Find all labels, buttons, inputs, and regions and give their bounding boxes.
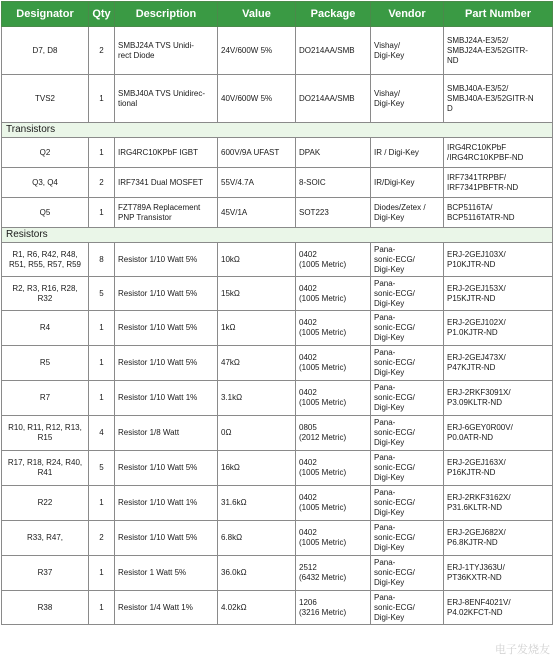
- cell-description: Resistor 1/8 Watt: [115, 416, 218, 451]
- cell-part-number: SMBJ24A-E3/52/ SMBJ24A-E3/52GITR- ND: [444, 27, 553, 75]
- cell-designator: TVS2: [2, 75, 89, 123]
- cell-part-number: ERJ-2GEJ163X/ P16KJTR-ND: [444, 451, 553, 486]
- cell-value: 3.1kΩ: [218, 381, 296, 416]
- cell-part-number: ERJ-2GEJ153X/ P15KJTR-ND: [444, 277, 553, 311]
- cell-qty: 4: [89, 416, 115, 451]
- header-row: [2, 2, 553, 27]
- col-header-description: Description: [115, 2, 218, 27]
- table-row: [2, 243, 553, 277]
- table-row: [2, 486, 553, 521]
- cell-designator: R1, R6, R42, R48, R51, R55, R57, R59: [2, 243, 89, 277]
- section-label: Transistors: [2, 123, 553, 138]
- cell-part-number: ERJ-2GEJ682X/ P6.8KJTR-ND: [444, 521, 553, 556]
- cell-package: 8-SOIC: [296, 168, 371, 198]
- cell-value: 1kΩ: [218, 311, 296, 346]
- table-row: [2, 451, 553, 486]
- cell-description: Resistor 1/10 Watt 5%: [115, 311, 218, 346]
- cell-vendor: Diodes/Zetex / Digi-Key: [371, 198, 444, 228]
- cell-value: 45V/1A: [218, 198, 296, 228]
- cell-value: 47kΩ: [218, 346, 296, 381]
- cell-designator: Q5: [2, 198, 89, 228]
- cell-value: 24V/600W 5%: [218, 27, 296, 75]
- cell-qty: 8: [89, 243, 115, 277]
- col-header-package: Package: [296, 2, 371, 27]
- cell-part-number: ERJ-2GEJ103X/ P10KJTR-ND: [444, 243, 553, 277]
- cell-part-number: ERJ-2RKF3162X/ P31.6KLTR-ND: [444, 486, 553, 521]
- cell-designator: Q3, Q4: [2, 168, 89, 198]
- cell-package: DPAK: [296, 138, 371, 168]
- table-row: [2, 277, 553, 311]
- watermark-text: 电子发烧友: [495, 644, 550, 656]
- table-row: [2, 346, 553, 381]
- cell-value: 31.6kΩ: [218, 486, 296, 521]
- cell-vendor: Pana- sonic-ECG/ Digi-Key: [371, 277, 444, 311]
- watermark: [430, 638, 550, 660]
- section-row-transistors: [2, 123, 553, 138]
- cell-description: Resistor 1/10 Watt 5%: [115, 277, 218, 311]
- table-row: [2, 75, 553, 123]
- cell-part-number: ERJ-6GEY0R00V/ P0.0ATR-ND: [444, 416, 553, 451]
- cell-designator: R17, R18, R24, R40, R41: [2, 451, 89, 486]
- cell-description: FZT789A Replacement PNP Transistor: [115, 198, 218, 228]
- cell-qty: 2: [89, 521, 115, 556]
- col-header-vendor: Vendor: [371, 2, 444, 27]
- cell-vendor: Pana- sonic-ECG/ Digi-Key: [371, 556, 444, 591]
- cell-value: 10kΩ: [218, 243, 296, 277]
- cell-package: 0402 (1005 Metric): [296, 243, 371, 277]
- cell-part-number: ERJ-1TYJ363U/ PT36KXTR-ND: [444, 556, 553, 591]
- cell-designator: R22: [2, 486, 89, 521]
- cell-package: 0805 (2012 Metric): [296, 416, 371, 451]
- cell-value: 55V/4.7A: [218, 168, 296, 198]
- cell-qty: 1: [89, 556, 115, 591]
- table-row: [2, 416, 553, 451]
- cell-value: 16kΩ: [218, 451, 296, 486]
- cell-vendor: IR / Digi-Key: [371, 138, 444, 168]
- table-row: [2, 556, 553, 591]
- col-header-part-number: Part Number: [444, 2, 553, 27]
- cell-part-number: SMBJ40A-E3/52/ SMBJ40A-E3/52GITR-N D: [444, 75, 553, 123]
- cell-vendor: Vishay/ Digi-Key: [371, 27, 444, 75]
- bom-table: [1, 1, 553, 625]
- cell-description: Resistor 1/4 Watt 1%: [115, 591, 218, 625]
- cell-part-number: ERJ-2GEJ102X/ P1.0KJTR-ND: [444, 311, 553, 346]
- cell-description: Resistor 1/10 Watt 1%: [115, 381, 218, 416]
- cell-vendor: Pana- sonic-ECG/ Digi-Key: [371, 416, 444, 451]
- cell-vendor: Pana- sonic-ECG/ Digi-Key: [371, 451, 444, 486]
- cell-designator: D7, D8: [2, 27, 89, 75]
- cell-vendor: IR/Digi-Key: [371, 168, 444, 198]
- cell-qty: 1: [89, 381, 115, 416]
- cell-qty: 5: [89, 451, 115, 486]
- col-header-qty: Qty: [89, 2, 115, 27]
- cell-vendor: Pana- sonic-ECG/ Digi-Key: [371, 243, 444, 277]
- cell-description: SMBJ40A TVS Unidirec- tional: [115, 75, 218, 123]
- cell-description: Resistor 1/10 Watt 5%: [115, 521, 218, 556]
- cell-qty: 1: [89, 138, 115, 168]
- cell-description: Resistor 1 Watt 5%: [115, 556, 218, 591]
- cell-vendor: Pana- sonic-ECG/ Digi-Key: [371, 346, 444, 381]
- section-row-resistors: [2, 228, 553, 243]
- table-row: [2, 138, 553, 168]
- cell-package: 0402 (1005 Metric): [296, 486, 371, 521]
- cell-value: 36.0kΩ: [218, 556, 296, 591]
- cell-package: 0402 (1005 Metric): [296, 381, 371, 416]
- cell-vendor: Vishay/ Digi-Key: [371, 75, 444, 123]
- cell-package: 0402 (1005 Metric): [296, 346, 371, 381]
- table-row: [2, 168, 553, 198]
- cell-part-number: ERJ-2RKF3091X/ P3.09KLTR-ND: [444, 381, 553, 416]
- cell-package: 0402 (1005 Metric): [296, 277, 371, 311]
- cell-designator: R4: [2, 311, 89, 346]
- cell-vendor: Pana- sonic-ECG/ Digi-Key: [371, 591, 444, 625]
- cell-qty: 2: [89, 168, 115, 198]
- cell-value: 0Ω: [218, 416, 296, 451]
- cell-qty: 1: [89, 75, 115, 123]
- cell-designator: R7: [2, 381, 89, 416]
- cell-designator: R38: [2, 591, 89, 625]
- cell-description: IRF7341 Dual MOSFET: [115, 168, 218, 198]
- cell-description: Resistor 1/10 Watt 5%: [115, 243, 218, 277]
- cell-value: 4.02kΩ: [218, 591, 296, 625]
- cell-qty: 1: [89, 311, 115, 346]
- cell-part-number: ERJ-2GEJ473X/ P47KJTR-ND: [444, 346, 553, 381]
- cell-package: SOT223: [296, 198, 371, 228]
- cell-part-number: IRG4RC10KPbF /IRG4RC10KPBF-ND: [444, 138, 553, 168]
- cell-designator: R33, R47,: [2, 521, 89, 556]
- cell-package: 0402 (1005 Metric): [296, 521, 371, 556]
- table-row: [2, 521, 553, 556]
- cell-part-number: BCP5116TA/ BCP5116TATR-ND: [444, 198, 553, 228]
- cell-vendor: Pana- sonic-ECG/ Digi-Key: [371, 486, 444, 521]
- cell-designator: R37: [2, 556, 89, 591]
- cell-value: 15kΩ: [218, 277, 296, 311]
- cell-value: 6.8kΩ: [218, 521, 296, 556]
- cell-designator: Q2: [2, 138, 89, 168]
- cell-description: Resistor 1/10 Watt 5%: [115, 346, 218, 381]
- cell-vendor: Pana- sonic-ECG/ Digi-Key: [371, 381, 444, 416]
- cell-designator: R2, R3, R16, R28, R32: [2, 277, 89, 311]
- cell-vendor: Pana- sonic-ECG/ Digi-Key: [371, 311, 444, 346]
- cell-package: 0402 (1005 Metric): [296, 311, 371, 346]
- col-header-value: Value: [218, 2, 296, 27]
- cell-designator: R5: [2, 346, 89, 381]
- cell-part-number: ERJ-8ENF4021V/ P4.02KFCT-ND: [444, 591, 553, 625]
- cell-package: DO214AA/SMB: [296, 27, 371, 75]
- cell-package: 2512 (6432 Metric): [296, 556, 371, 591]
- table-row: [2, 198, 553, 228]
- cell-part-number: IRF7341TRPBF/ IRF7341PBFTR-ND: [444, 168, 553, 198]
- cell-description: IRG4RC10KPbF IGBT: [115, 138, 218, 168]
- section-label: Resistors: [2, 228, 553, 243]
- cell-description: SMBJ24A TVS Unidi- rect Diode: [115, 27, 218, 75]
- cell-package: 0402 (1005 Metric): [296, 451, 371, 486]
- col-header-designator: Designator: [2, 2, 89, 27]
- cell-qty: 1: [89, 346, 115, 381]
- table-row: [2, 381, 553, 416]
- cell-qty: 1: [89, 198, 115, 228]
- cell-package: DO214AA/SMB: [296, 75, 371, 123]
- cell-qty: 5: [89, 277, 115, 311]
- cell-value: 600V/9A UFAST: [218, 138, 296, 168]
- cell-qty: 1: [89, 591, 115, 625]
- table-row: [2, 591, 553, 625]
- cell-description: Resistor 1/10 Watt 1%: [115, 486, 218, 521]
- cell-designator: R10, R11, R12, R13, R15: [2, 416, 89, 451]
- cell-vendor: Pana- sonic-ECG/ Digi-Key: [371, 521, 444, 556]
- cell-description: Resistor 1/10 Watt 5%: [115, 451, 218, 486]
- table-row: [2, 311, 553, 346]
- cell-value: 40V/600W 5%: [218, 75, 296, 123]
- cell-qty: 2: [89, 27, 115, 75]
- table-row: [2, 27, 553, 75]
- cell-qty: 1: [89, 486, 115, 521]
- cell-package: 1206 (3216 Metric): [296, 591, 371, 625]
